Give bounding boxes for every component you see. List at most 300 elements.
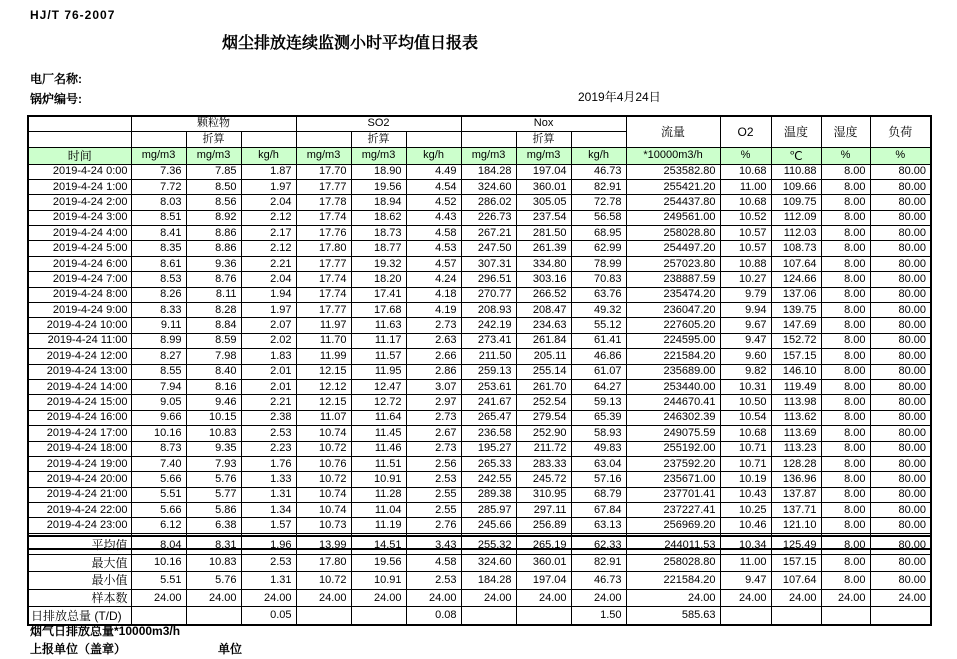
summary-label: 日排放总量 (T/D) <box>28 607 131 625</box>
summary-value-cell: 360.01 <box>516 554 571 572</box>
value-cell: 8.03 <box>131 195 186 210</box>
value-cell: 255.14 <box>516 364 571 379</box>
value-cell: 246302.39 <box>626 410 720 425</box>
temperature-header: 温度 <box>771 116 821 147</box>
value-cell: 11.99 <box>296 349 351 364</box>
value-cell: 80.00 <box>870 226 931 241</box>
value-cell: 285.97 <box>461 503 516 518</box>
value-cell: 12.12 <box>296 379 351 394</box>
value-cell: 1.76 <box>241 456 296 471</box>
value-cell: 211.50 <box>461 349 516 364</box>
data-row <box>28 241 931 256</box>
value-cell: 242.19 <box>461 318 516 333</box>
value-cell: 279.54 <box>516 410 571 425</box>
time-head-spacer <box>28 131 131 147</box>
summary-value-cell <box>351 607 406 625</box>
summary-value-cell: 24.00 <box>870 589 931 607</box>
value-cell: 8.86 <box>186 226 241 241</box>
value-cell: 68.79 <box>571 487 626 502</box>
value-cell: 286.02 <box>461 195 516 210</box>
value-cell: 78.99 <box>571 256 626 271</box>
value-cell: 46.73 <box>571 164 626 179</box>
summary-value-cell: 0.08 <box>406 607 461 625</box>
unit-cell: mg/m3 <box>351 147 406 164</box>
summary-value-cell: 24.00 <box>771 589 821 607</box>
plant-name-label: 电厂名称: <box>30 72 82 86</box>
value-cell: 5.51 <box>131 487 186 502</box>
value-cell: 8.00 <box>821 426 870 441</box>
time-cell: 2019-4-24 4:00 <box>28 226 131 241</box>
summary-value-cell: 0.05 <box>241 607 296 625</box>
unit-label: 单位 <box>218 642 243 656</box>
value-cell: 8.00 <box>821 349 870 364</box>
value-cell: 80.00 <box>870 179 931 194</box>
value-cell: 283.33 <box>516 456 571 471</box>
summary-value-cell: 24.00 <box>571 589 626 607</box>
value-cell: 8.00 <box>821 395 870 410</box>
value-cell: 8.00 <box>821 364 870 379</box>
time-cell: 2019-4-24 15:00 <box>28 395 131 410</box>
value-cell: 265.47 <box>461 410 516 425</box>
value-cell: 2.56 <box>406 456 461 471</box>
value-cell: 17.74 <box>296 287 351 302</box>
value-cell: 2.12 <box>241 241 296 256</box>
value-cell: 9.66 <box>131 410 186 425</box>
value-cell: 8.53 <box>131 272 186 287</box>
value-cell: 17.77 <box>296 179 351 194</box>
subheader-blank <box>296 131 351 147</box>
value-cell: 208.47 <box>516 303 571 318</box>
data-row <box>28 379 931 394</box>
value-cell: 8.00 <box>821 303 870 318</box>
unit-cell: mg/m3 <box>131 147 186 164</box>
summary-value-cell: 8.00 <box>821 536 870 554</box>
value-cell: 10.19 <box>720 472 771 487</box>
value-cell: 8.00 <box>821 441 870 456</box>
summary-value-cell: 24.00 <box>241 589 296 607</box>
value-cell: 2.17 <box>241 226 296 241</box>
value-cell: 8.00 <box>821 518 870 533</box>
value-cell: 2.01 <box>241 364 296 379</box>
value-cell: 8.28 <box>186 303 241 318</box>
value-cell: 10.54 <box>720 410 771 425</box>
summary-value-cell: 9.47 <box>720 572 771 590</box>
time-cell: 2019-4-24 22:00 <box>28 503 131 518</box>
value-cell: 12.72 <box>351 395 406 410</box>
value-cell: 8.92 <box>186 210 241 225</box>
summary-value-cell: 17.80 <box>296 554 351 572</box>
value-cell: 12.47 <box>351 379 406 394</box>
value-cell: 11.64 <box>351 410 406 425</box>
value-cell: 9.60 <box>720 349 771 364</box>
summary-value-cell: 24.00 <box>821 589 870 607</box>
time-cell: 2019-4-24 6:00 <box>28 256 131 271</box>
value-cell: 8.50 <box>186 179 241 194</box>
summary-value-cell: 10.91 <box>351 572 406 590</box>
value-cell: 261.84 <box>516 333 571 348</box>
value-cell: 18.90 <box>351 164 406 179</box>
value-cell: 1.31 <box>241 487 296 502</box>
value-cell: 5.77 <box>186 487 241 502</box>
value-cell: 10.76 <box>296 456 351 471</box>
value-cell: 3.07 <box>406 379 461 394</box>
value-cell: 80.00 <box>870 518 931 533</box>
value-cell: 11.45 <box>351 426 406 441</box>
value-cell: 10.74 <box>296 426 351 441</box>
value-cell: 2.55 <box>406 503 461 518</box>
unit-cell: ℃ <box>771 147 821 164</box>
value-cell: 2.76 <box>406 518 461 533</box>
value-cell: 9.79 <box>720 287 771 302</box>
value-cell: 46.86 <box>571 349 626 364</box>
value-cell: 152.72 <box>771 333 821 348</box>
value-cell: 10.27 <box>720 272 771 287</box>
data-row <box>28 472 931 487</box>
value-cell: 8.26 <box>131 287 186 302</box>
value-cell: 8.00 <box>821 487 870 502</box>
value-cell: 266.52 <box>516 287 571 302</box>
summary-value-cell: 255.32 <box>461 536 516 554</box>
value-cell: 296.51 <box>461 272 516 287</box>
value-cell: 195.27 <box>461 441 516 456</box>
value-cell: 64.27 <box>571 379 626 394</box>
value-cell: 255421.20 <box>626 179 720 194</box>
value-cell: 6.38 <box>186 518 241 533</box>
value-cell: 252.54 <box>516 395 571 410</box>
value-cell: 5.66 <box>131 503 186 518</box>
summary-value-cell: 10.34 <box>720 536 771 554</box>
value-cell: 235671.00 <box>626 472 720 487</box>
report-date: 2019年4月24日 <box>578 90 661 104</box>
value-cell: 2.67 <box>406 426 461 441</box>
summary-value-cell: 24.00 <box>461 589 516 607</box>
value-cell: 80.00 <box>870 303 931 318</box>
value-cell: 108.73 <box>771 241 821 256</box>
value-cell: 57.16 <box>571 472 626 487</box>
time-cell: 2019-4-24 3:00 <box>28 210 131 225</box>
value-cell: 8.00 <box>821 241 870 256</box>
data-row <box>28 303 931 318</box>
converted-label: 折算 <box>186 131 241 147</box>
value-cell: 61.41 <box>571 333 626 348</box>
value-cell: 259.13 <box>461 364 516 379</box>
value-cell: 310.95 <box>516 487 571 502</box>
value-cell: 4.19 <box>406 303 461 318</box>
value-cell: 211.72 <box>516 441 571 456</box>
summary-label: 最大值 <box>28 554 131 572</box>
value-cell: 8.00 <box>821 318 870 333</box>
summary-value-cell: 221584.20 <box>626 572 720 590</box>
value-cell: 80.00 <box>870 456 931 471</box>
value-cell: 236.58 <box>461 426 516 441</box>
units-row <box>28 147 931 164</box>
value-cell: 19.32 <box>351 256 406 271</box>
value-cell: 10.68 <box>720 426 771 441</box>
value-cell: 136.96 <box>771 472 821 487</box>
summary-value-cell: 107.64 <box>771 572 821 590</box>
group-header-row <box>28 116 931 131</box>
value-cell: 4.58 <box>406 226 461 241</box>
summary-value-cell: 244011.53 <box>626 536 720 554</box>
value-cell: 1.97 <box>241 179 296 194</box>
unit-cell: % <box>821 147 870 164</box>
value-cell: 8.86 <box>186 241 241 256</box>
value-cell: 2.07 <box>241 318 296 333</box>
summary-value-cell <box>186 607 241 625</box>
value-cell: 237592.20 <box>626 456 720 471</box>
load-header: 负荷 <box>870 116 931 147</box>
summary-value-cell: 62.33 <box>571 536 626 554</box>
value-cell: 1.83 <box>241 349 296 364</box>
value-cell: 8.00 <box>821 287 870 302</box>
unit-cell: kg/h <box>241 147 296 164</box>
value-cell: 10.83 <box>186 426 241 441</box>
value-cell: 10.52 <box>720 210 771 225</box>
value-cell: 6.12 <box>131 518 186 533</box>
value-cell: 247.50 <box>461 241 516 256</box>
value-cell: 227605.20 <box>626 318 720 333</box>
value-cell: 2.97 <box>406 395 461 410</box>
data-row <box>28 272 931 287</box>
value-cell: 8.00 <box>821 333 870 348</box>
value-cell: 4.43 <box>406 210 461 225</box>
value-cell: 8.99 <box>131 333 186 348</box>
value-cell: 8.00 <box>821 210 870 225</box>
data-row <box>28 226 931 241</box>
value-cell: 80.00 <box>870 241 931 256</box>
time-cell: 2019-4-24 7:00 <box>28 272 131 287</box>
summary-value-cell <box>516 607 571 625</box>
value-cell: 1.94 <box>241 287 296 302</box>
summary-value-cell <box>720 607 771 625</box>
summary-value-cell: 8.00 <box>821 572 870 590</box>
subheader-blank <box>131 131 186 147</box>
standard-code: HJ/T 76-2007 <box>30 8 116 22</box>
unit-cell: mg/m3 <box>186 147 241 164</box>
summary-value-cell: 3.43 <box>406 536 461 554</box>
summary-value-cell: 24.00 <box>516 589 571 607</box>
value-cell: 10.25 <box>720 503 771 518</box>
value-cell: 1.97 <box>241 303 296 318</box>
value-cell: 10.72 <box>296 441 351 456</box>
summary-value-cell: 585.63 <box>626 607 720 625</box>
summary-value-cell: 265.19 <box>516 536 571 554</box>
summary-value-cell: 10.72 <box>296 572 351 590</box>
summary-value-cell: 46.73 <box>571 572 626 590</box>
value-cell: 4.53 <box>406 241 461 256</box>
subheader-blank <box>406 131 461 147</box>
value-cell: 7.36 <box>131 164 186 179</box>
data-row <box>28 349 931 364</box>
unit-cell: kg/h <box>571 147 626 164</box>
value-cell: 80.00 <box>870 395 931 410</box>
value-cell: 146.10 <box>771 364 821 379</box>
value-cell: 8.41 <box>131 226 186 241</box>
value-cell: 2.01 <box>241 379 296 394</box>
value-cell: 8.00 <box>821 472 870 487</box>
value-cell: 265.33 <box>461 456 516 471</box>
time-cell: 2019-4-24 8:00 <box>28 287 131 302</box>
summary-value-cell: 157.15 <box>771 554 821 572</box>
value-cell: 224595.00 <box>626 333 720 348</box>
value-cell: 80.00 <box>870 318 931 333</box>
value-cell: 8.00 <box>821 226 870 241</box>
value-cell: 121.10 <box>771 518 821 533</box>
value-cell: 9.35 <box>186 441 241 456</box>
value-cell: 119.49 <box>771 379 821 394</box>
value-cell: 257023.80 <box>626 256 720 271</box>
value-cell: 197.04 <box>516 164 571 179</box>
value-cell: 112.03 <box>771 226 821 241</box>
value-cell: 4.49 <box>406 164 461 179</box>
value-cell: 113.23 <box>771 441 821 456</box>
time-cell: 2019-4-24 5:00 <box>28 241 131 256</box>
value-cell: 80.00 <box>870 287 931 302</box>
value-cell: 11.95 <box>351 364 406 379</box>
value-cell: 4.18 <box>406 287 461 302</box>
time-cell: 2019-4-24 2:00 <box>28 195 131 210</box>
value-cell: 208.93 <box>461 303 516 318</box>
value-cell: 273.41 <box>461 333 516 348</box>
time-header: 时间 <box>28 147 131 164</box>
value-cell: 17.80 <box>296 241 351 256</box>
data-row <box>28 195 931 210</box>
value-cell: 270.77 <box>461 287 516 302</box>
value-cell: 11.28 <box>351 487 406 502</box>
value-cell: 205.11 <box>516 349 571 364</box>
value-cell: 11.07 <box>296 410 351 425</box>
value-cell: 80.00 <box>870 379 931 394</box>
value-cell: 8.51 <box>131 210 186 225</box>
time-cell: 2019-4-24 13:00 <box>28 364 131 379</box>
value-cell: 10.71 <box>720 456 771 471</box>
value-cell: 68.95 <box>571 226 626 241</box>
value-cell: 2.66 <box>406 349 461 364</box>
time-cell: 2019-4-24 1:00 <box>28 179 131 194</box>
value-cell: 10.71 <box>720 441 771 456</box>
value-cell: 17.74 <box>296 272 351 287</box>
humidity-header: 湿度 <box>821 116 870 147</box>
value-cell: 80.00 <box>870 272 931 287</box>
time-cell: 2019-4-24 19:00 <box>28 456 131 471</box>
value-cell: 49.83 <box>571 441 626 456</box>
value-cell: 49.32 <box>571 303 626 318</box>
value-cell: 237227.41 <box>626 503 720 518</box>
time-cell: 2019-4-24 12:00 <box>28 349 131 364</box>
value-cell: 65.39 <box>571 410 626 425</box>
summary-value-cell <box>821 607 870 625</box>
time-cell: 2019-4-24 20:00 <box>28 472 131 487</box>
value-cell: 80.00 <box>870 441 931 456</box>
summary-value-cell: 80.00 <box>870 554 931 572</box>
summary-label: 平均值 <box>28 536 131 554</box>
value-cell: 2.53 <box>406 472 461 487</box>
value-cell: 62.99 <box>571 241 626 256</box>
value-cell: 11.46 <box>351 441 406 456</box>
value-cell: 124.66 <box>771 272 821 287</box>
value-cell: 8.76 <box>186 272 241 287</box>
value-cell: 252.90 <box>516 426 571 441</box>
value-cell: 80.00 <box>870 472 931 487</box>
value-cell: 2.38 <box>241 410 296 425</box>
value-cell: 305.05 <box>516 195 571 210</box>
unit-cell: mg/m3 <box>296 147 351 164</box>
value-cell: 5.86 <box>186 503 241 518</box>
value-cell: 8.00 <box>821 272 870 287</box>
value-cell: 72.78 <box>571 195 626 210</box>
value-cell: 226.73 <box>461 210 516 225</box>
value-cell: 221584.20 <box>626 349 720 364</box>
value-cell: 8.00 <box>821 503 870 518</box>
value-cell: 80.00 <box>870 349 931 364</box>
data-row <box>28 503 931 518</box>
summary-value-cell: 24.00 <box>351 589 406 607</box>
value-cell: 289.38 <box>461 487 516 502</box>
subheader-blank <box>241 131 296 147</box>
value-cell: 112.09 <box>771 210 821 225</box>
value-cell: 113.69 <box>771 426 821 441</box>
unit-cell: % <box>720 147 771 164</box>
table-header <box>28 116 931 164</box>
summary-row <box>28 589 931 607</box>
data-row <box>28 456 931 471</box>
value-cell: 80.00 <box>870 164 931 179</box>
value-cell: 80.00 <box>870 210 931 225</box>
value-cell: 10.74 <box>296 503 351 518</box>
value-cell: 9.94 <box>720 303 771 318</box>
value-cell: 12.15 <box>296 395 351 410</box>
value-cell: 10.74 <box>296 487 351 502</box>
data-row <box>28 333 931 348</box>
summary-value-cell <box>461 607 516 625</box>
summary-value-cell: 5.76 <box>186 572 241 590</box>
value-cell: 261.39 <box>516 241 571 256</box>
value-cell: 297.11 <box>516 503 571 518</box>
summary-label: 样本数 <box>28 589 131 607</box>
value-cell: 18.20 <box>351 272 406 287</box>
value-cell: 18.77 <box>351 241 406 256</box>
value-cell: 110.88 <box>771 164 821 179</box>
value-cell: 80.00 <box>870 364 931 379</box>
value-cell: 11.00 <box>720 179 771 194</box>
value-cell: 9.36 <box>186 256 241 271</box>
summary-row <box>28 554 931 572</box>
value-cell: 10.50 <box>720 395 771 410</box>
value-cell: 7.98 <box>186 349 241 364</box>
summary-value-cell: 8.00 <box>821 554 870 572</box>
value-cell: 258028.80 <box>626 226 720 241</box>
o2-header: O2 <box>720 116 771 147</box>
value-cell: 2.23 <box>241 441 296 456</box>
value-cell: 1.34 <box>241 503 296 518</box>
summary-value-cell: 13.99 <box>296 536 351 554</box>
summary-value-cell: 24.00 <box>626 589 720 607</box>
value-cell: 10.57 <box>720 241 771 256</box>
summary-value-cell: 24.00 <box>186 589 241 607</box>
value-cell: 307.31 <box>461 256 516 271</box>
data-row <box>28 164 931 179</box>
data-row <box>28 210 931 225</box>
time-cell: 2019-4-24 10:00 <box>28 318 131 333</box>
time-cell: 2019-4-24 11:00 <box>28 333 131 348</box>
value-cell: 63.76 <box>571 287 626 302</box>
group-so2: SO2 <box>296 116 461 131</box>
data-row <box>28 441 931 456</box>
value-cell: 11.19 <box>351 518 406 533</box>
value-cell: 8.56 <box>186 195 241 210</box>
summary-value-cell <box>771 607 821 625</box>
value-cell: 8.16 <box>186 379 241 394</box>
